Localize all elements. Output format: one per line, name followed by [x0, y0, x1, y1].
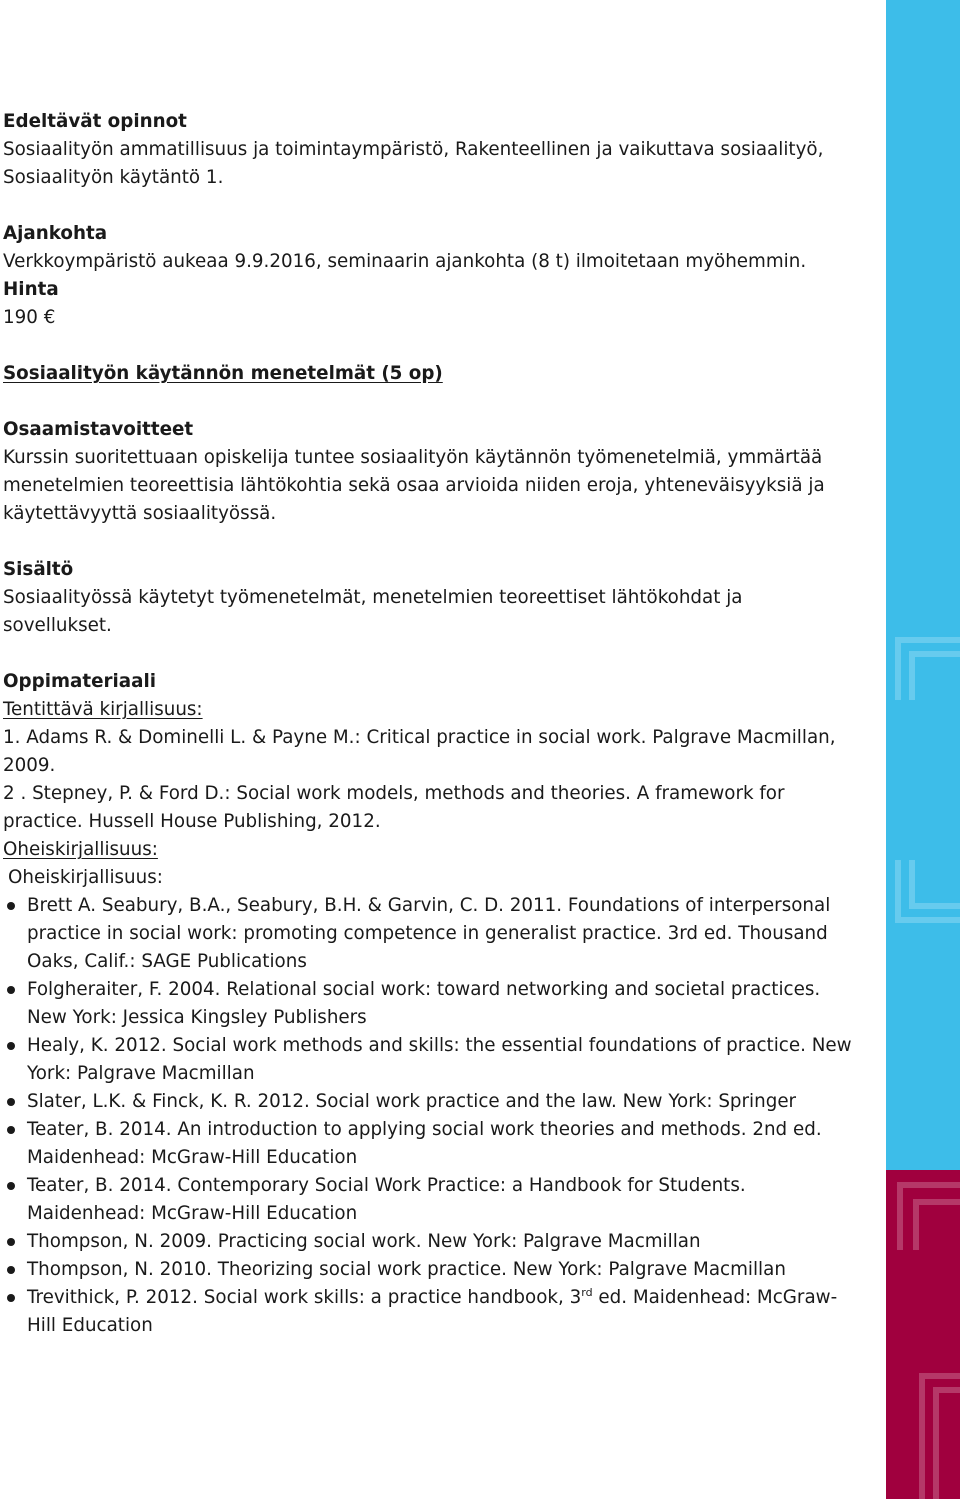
time-text: Verkkoympäristö aukeaa 9.9.2016, seminaarin ajankohta (8 t) ilmoitetaan myöhemmin.: [3, 251, 807, 272]
document-body: [3, 108, 878, 1340]
exam-item-2-line-1: 2 . Stepney, P. & Ford D.: Social work models, methods and theories. A framework for: [3, 783, 785, 804]
exam-literature-label: Tentittävä kirjallisuus:: [3, 699, 203, 720]
bullet-icon: [7, 1294, 15, 1302]
exam-item-2-line-2: practice. Hussell House Publishing, 2012.: [3, 811, 381, 832]
supplementary-list: [3, 892, 878, 1340]
price-value: 190 €: [3, 307, 56, 328]
content-heading: Sisältö: [3, 559, 74, 580]
bullet-icon: [7, 902, 15, 910]
prereq-heading: Edeltävät opinnot: [3, 111, 187, 132]
list-item: Thompson, N. 2010. Theorizing social work practice. New York: Palgrave Macmillan: [3, 1256, 878, 1284]
bullet-icon: [7, 986, 15, 994]
list-item: Teater, B. 2014. An introduction to applying social work theories and methods. 2nd ed. Maidenhead: McGraw-Hill Education: [3, 1116, 878, 1172]
prereq-text-1: Sosiaalityön ammatillisuus ja toimintaympäristö, Rakenteellinen ja vaikuttava sosiaalityö,: [3, 139, 824, 160]
goals-text-2: menetelmien teoreettisia lähtökohtia sekä osaa arvioida niiden eroja, yhteneväisyyksiä ja: [3, 475, 825, 496]
list-item: Thompson, N. 2009. Practicing social work. New York: Palgrave Macmillan: [3, 1228, 878, 1256]
time-heading: Ajankohta: [3, 223, 108, 244]
supplementary-label-repeat: Oheiskirjallisuus:: [8, 867, 163, 888]
content-text-2: sovellukset.: [3, 615, 112, 636]
bullet-icon: [7, 1182, 15, 1190]
list-item: Healy, K. 2012. Social work methods and skills: the essential foundations of practice. New York: Palgrave Macmillan: [3, 1032, 878, 1088]
material-heading: Oppimateriaali: [3, 671, 156, 692]
decorative-sidebar: [886, 0, 960, 1499]
list-item: Slater, L.K. & Finck, K. R. 2012. Social work practice and the law. New York: Springer: [3, 1088, 878, 1116]
goals-text-1: Kurssin suoritettuaan opiskelija tuntee sosiaalityön käytännön työmenetelmiä, ymmärtää: [3, 447, 823, 468]
exam-item-1-line-2: 2009.: [3, 755, 56, 776]
exam-item-1-line-1: 1. Adams R. & Dominelli L. & Payne M.: Critical practice in social work. Palgrave Macmillan,: [3, 727, 836, 748]
supplementary-label: Oheiskirjallisuus:: [3, 839, 158, 860]
prereq-text-2: Sosiaalityön käytäntö 1.: [3, 167, 224, 188]
bullet-icon: [7, 1098, 15, 1106]
goals-text-3: käytettävyyttä sosiaalityössä.: [3, 503, 277, 524]
sidebar-graphic: [886, 0, 960, 1499]
bullet-icon: [7, 1042, 15, 1050]
list-item: Trevithick, P. 2012. Social work skills: a practice handbook, 3rd ed. Maidenhead: McGraw- Hill Education: [3, 1284, 878, 1340]
list-item: Teater, B. 2014. Contemporary Social Work Practice: a Handbook for Students. Maidenhead: McGraw-Hill Education: [3, 1172, 878, 1228]
list-item: Brett A. Seabury, B.A., Seabury, B.H. & Garvin, C. D. 2011. Foundations of interpersonal practice in social work: promoting competence in generalist practice. 3rd ed. Thousand Oaks, Calif.: SAGE Publications: [3, 892, 878, 976]
bullet-icon: [7, 1126, 15, 1134]
goals-heading: Osaamistavoitteet: [3, 419, 194, 440]
course-title: Sosiaalityön käytännön menetelmät (5 op): [3, 363, 443, 384]
price-heading: Hinta: [3, 279, 59, 300]
bullet-icon: [7, 1238, 15, 1246]
list-item: Folgheraiter, F. 2004. Relational social work: toward networking and societal practices. New York: Jessica Kingsley Publishers: [3, 976, 878, 1032]
bullet-icon: [7, 1266, 15, 1274]
content-text-1: Sosiaalityössä käytetyt työmenetelmät, menetelmien teoreettiset lähtökohdat ja: [3, 587, 743, 608]
